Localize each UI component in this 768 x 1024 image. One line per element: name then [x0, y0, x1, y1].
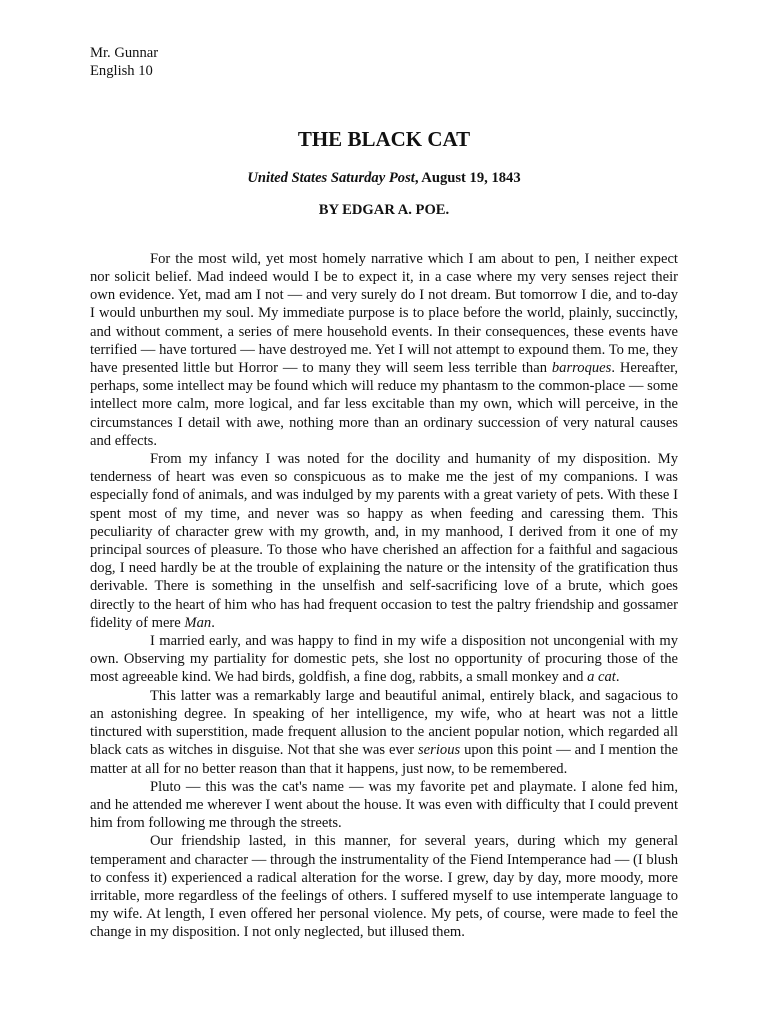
paragraph-text: This latter was a remarkably large and beautiful animal, entirely black, and sagacious to an astonishing degree. In speaking of her intelligence, my wife, who at heart was not a little tinctured with superstition, made frequent allusion to the ancient popular notion, which regarded all black cats as witches in disguise. Not that she was ever — [90, 687, 678, 759]
paragraph — [90, 778, 678, 833]
paragraph — [90, 832, 678, 941]
paragraph — [90, 632, 678, 687]
paragraph-text: For the most wild, yet most homely narrative which I am about to pen, I neither expect nor solicit belief. Mad indeed would I be to expect it, in a case where my very senses reject their own evidence. Yet, mad am I not — and very surely do I not dream. But tomorrow I die, and to-day I would unburthen my soul. My immediate purpose is to place before the world, plainly, succinctly, and without comment, a series of mere household events. In their consequences, these events have terrified — have tortured — have destroyed me. Yet I will not attempt to expound them. To me, they have presented little but Horror — to many they will seem less terrible than — [90, 250, 678, 377]
paragraph-text: . — [615, 669, 620, 686]
paragraph — [90, 450, 678, 632]
paragraph — [90, 250, 678, 450]
paragraph-text: Pluto — this was the cat's name — was my favorite pet and playmate. I alone fed him, and he attended me wherever I went about the house. It was even with difficulty that I could prevent him from following me through the streets. — [90, 778, 678, 832]
publication-source: United States Saturday Post — [247, 170, 415, 187]
paragraph-text: From my infancy I was noted for the docility and humanity of my disposition. My tenderness of heart was even so conspicuous as to make me the jest of my companions. I was especially fond of animals, and was indulged by my parents with a great variety of pets. With these I spent most of my time, and never was so happy as when feeding and caressing them. This peculiarity of character grew with my growth, and, in my manhood, I derived from it one of my principal sources of pleasure. To those who have cherished an affection for a faithful and sagacious dog, I need hardly be at the trouble of explaining the nature or the intensity of the gratification thus derivable. There is something in the unselfish and self-sacrificing love of a brute, which goes directly to the heart of him who has had frequent occasion to test the paltry friendship and gossamer fidelity of mere — [90, 451, 678, 631]
paragraph-italic-text: serious — [418, 742, 461, 759]
paragraph-text: Our friendship lasted, in this manner, for several years, during which my general temperament and character — through the instrumentality of the Fiend Intemperance had — (I blush to confess it) experienced a radical alteration for the worse. I grew, day by day, more moody, more irritable, more regardless of the feelings of others. I suffered myself to use intemperate language to my wife. At length, I even offered her personal violence. My pets, of course, were made to feel the change in my disposition. I not only neglected, but illused them. — [90, 833, 678, 941]
course-name: English 10 — [90, 63, 153, 80]
paragraph-text: . Hereafter, perhaps, some intellect may be found which will reduce my phantasm to the common-place — some intellect more calm, more logical, and far less excitable than my own, which will perceive, in the circumstances I detail with awe, nothing more than an ordinary succession of very natural causes and effects. — [90, 360, 678, 449]
paragraph-italic-text: Man — [184, 614, 212, 631]
paragraph-italic-text: a cat — [587, 669, 616, 686]
paragraph-text: upon this point — and I mention the matter at all for no better reason than that it happens, just now, to be remembered. — [90, 742, 678, 777]
paragraph-italic-text: barroques — [551, 360, 612, 377]
paragraph-text: I married early, and was happy to find in my wife a disposition not uncongenial with my own. Observing my partiality for domestic pets, she lost no opportunity of procuring those of the most agreeable kind. We had birds, goldfish, a fine dog, rabbits, a small monkey and — [90, 633, 678, 686]
story-body — [90, 250, 678, 942]
publication-date: , August 19, 1843 — [414, 170, 521, 187]
author-byline: BY EDGAR A. POE. — [318, 201, 450, 218]
paragraph — [90, 687, 678, 778]
publication-line — [90, 169, 678, 187]
teacher-name: Mr. Gunnar — [90, 45, 159, 61]
paragraph-text: . — [211, 614, 215, 631]
story-title: THE BLACK CAT — [297, 127, 471, 152]
